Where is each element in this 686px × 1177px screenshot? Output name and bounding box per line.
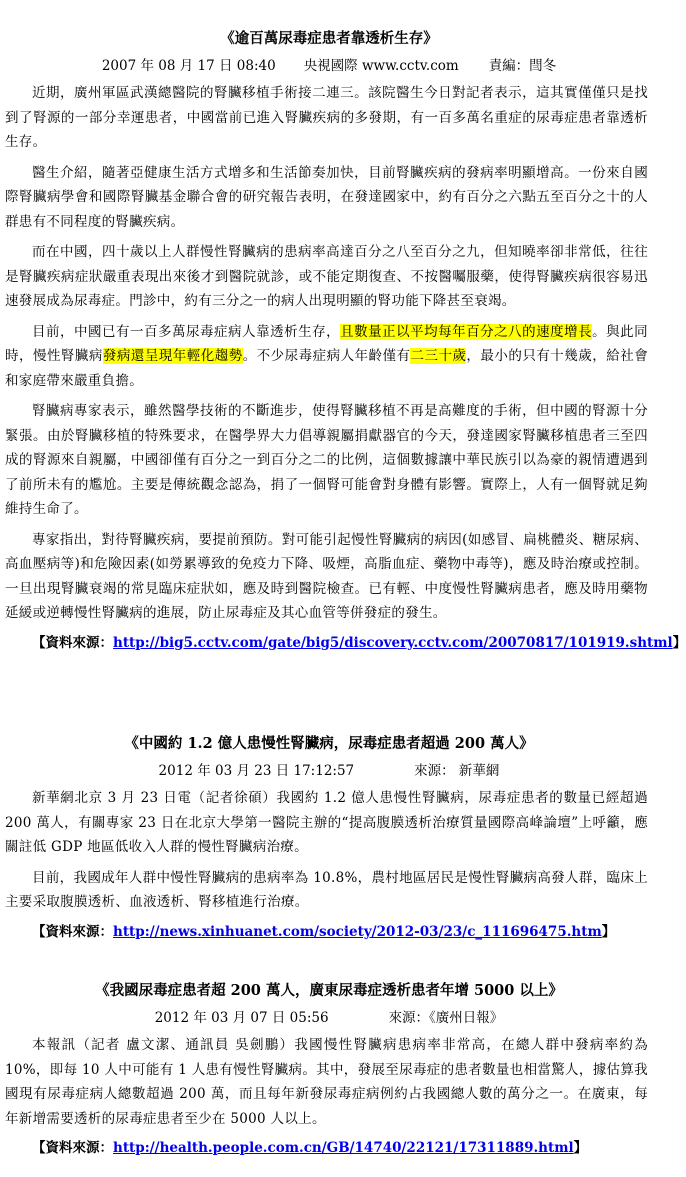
article-date: 2007 年 08 月 17 日 08:40 — [101, 58, 276, 74]
paragraph — [5, 240, 648, 314]
article-body — [5, 786, 648, 915]
article-body — [5, 1033, 648, 1131]
article-meta — [0, 1007, 658, 1029]
source-line — [0, 632, 686, 654]
article-meta — [0, 760, 658, 782]
paragraph-text: 而在中國，四十歲以上人群慢性腎臟病的患病率高達百分之八至百分之九，但知曉率卻非常低，往往是腎臟疾病症狀嚴重表現出來後才到醫院就診，或不能定期復查、不按醫囑服藥，使得腎臟疾病很容易迅速發展成為尿毒症。門診中，約有三分之一的病人出現明顯的腎功能下降甚至衰竭。 — [5, 244, 648, 309]
paragraph-text: 。不少尿毒症病人年齡僅有 — [242, 348, 411, 364]
paragraph-text: 近期，廣州軍區武漢總醫院的腎臟移植手術接二連三。該院醫生今日對記者表示，這其實僅僅只是找到了腎源的一部分幸運患者，中國當前已進入腎臟疾病的多發期，有一百多萬名重症的尿毒症患者靠透析生存。 — [5, 85, 648, 150]
paragraph — [5, 81, 648, 155]
article-body — [5, 81, 648, 626]
paragraph-text: ，最小的只有十幾歲，給社會和家庭帶來嚴重負擔。 — [5, 348, 649, 389]
article-3 — [0, 980, 658, 1159]
paragraph — [5, 866, 648, 915]
source-close: 】 — [601, 923, 616, 940]
source-label: 【資料來源： — [32, 923, 113, 940]
paragraph — [5, 399, 648, 522]
article-meta — [0, 55, 658, 77]
highlighted-text: 且數量正以平均每年百分之八的速度增長 — [340, 323, 593, 340]
paragraph-text: 專家指出，對待腎臟疾病，要提前預防。對可能引起慢性腎臟病的病因(如感冒、扁桃體炎、糖尿病、高血壓病等)和危險因素(如勞累導致的免疫力下降、吸煙，高脂血症、藥物中毒等)，應及時治療或控制。一旦出現腎臟衰竭的常見臨床症狀如，應及時到醫院檢查。已有輕、中度慢性腎臟病患者，應及時用藥物延緩或逆轉慢性腎臟病的進展，防止尿毒症及其心血管等併發症的發生。 — [5, 531, 648, 621]
paragraph-text: 。與此同時，慢性腎臟病 — [5, 323, 648, 364]
paragraph-text: 醫生介紹，隨著亞健康生活方式增多和生活節奏加快，目前腎臟疾病的發病率明顯增高。一份來自國際腎臟病學會和國際腎臟基金聯合會的研究報告表明，在發達國家中，約有百分之六點五至百分之十的人群患有不同程度的腎臟疾病。 — [5, 164, 648, 230]
paragraph — [5, 528, 648, 626]
source-close: 】 — [672, 634, 686, 651]
source-link[interactable]: http://big5.cctv.com/gate/big5/discovery.cctv.com/20070817/101919.shtml — [113, 634, 673, 651]
paragraph — [5, 786, 648, 860]
article-outlet: 來源：《廣州日報》 — [388, 1010, 504, 1026]
source-close: 】 — [573, 1140, 588, 1156]
source-link[interactable]: http://news.xinhuanet.com/society/2012-03/23/c_111696475.htm — [113, 923, 602, 940]
article-outlet: 央視國際 www.cctv.com — [303, 58, 459, 74]
article-editor: 責編：閆冬 — [488, 58, 557, 74]
article-title: 《逾百萬尿毒症患者靠透析生存》 — [220, 30, 438, 47]
source-label: 【資料來源： — [32, 1140, 113, 1156]
paragraph — [5, 320, 648, 394]
article-date: 2012 年 03 月 23 日 17:12:57 — [158, 763, 355, 779]
paragraph-text: 新華網北京 3 月 23 日電（記者徐碩）我國約 1.2 億人患慢性腎臟病，尿毒症患者的數量已經超過 200 萬人，有關專家 23 日在北京大學第一醫院主辦的“提高腹膜透析治療質量國際高峰論壇”上呼籲，應關註低 GDP 地區低收入人群的慢性腎臟病治療。 — [5, 790, 648, 855]
paragraph-text: 目前，中國已有一百多萬尿毒症病人靠透析生存， — [32, 323, 341, 340]
paragraph-text: 本報訊（記者 盧文潔、通訊員 吳劍鵬）我國慢性腎臟病患病率非常高，在總人群中發病率約為 10%，即每 10 人中可能有 1 人患有慢性腎臟病。其中，發展至尿毒症的患者數量也相當驚人，據估算我國現有尿毒症病人總數超過 200 萬，而且每年新發尿毒症病例約占我國總人數的萬分之一。在廣東，每年新增需要透析的尿毒症患者至少在 5000 人以上。 — [5, 1037, 648, 1127]
highlighted-text: 二三十歲 — [410, 348, 467, 364]
article-2 — [0, 733, 658, 943]
article-title: 《中國約 1.2 億人患慢性腎臟病，尿毒症患者超過 200 萬人》 — [124, 735, 534, 752]
source-label: 【資料來源： — [32, 634, 113, 651]
paragraph — [5, 161, 648, 235]
paragraph-text: 目前，我國成年人群中慢性腎臟病的患病率為 10.8%，農村地區居民是慢性腎臟病高發人群，臨床上主要采取腹膜透析、血液透析、腎移植進行治療。 — [5, 869, 648, 910]
source-line — [0, 1137, 658, 1159]
paragraph-text: 腎臟病專家表示，雖然醫學技術的不斷進步，使得腎臟移植不再是高難度的手術，但中國的腎源十分緊張。由於腎臟移植的特殊要求，在醫學界大力倡導親屬捐獻器官的今天，發達國家腎臟移植患者三至四成的腎源來自親屬，中國卻僅有百分之一到百分之二的比例，這個數據讓中華民族引以為豪的親情遭遇到了前所未有的尷尬。主要是傳統觀念認為，捐了一個腎可能會對身體有影響。實際上，人有一個腎就足夠維持生命了。 — [5, 403, 648, 517]
article-date: 2012 年 03 月 07 日 05:56 — [154, 1010, 329, 1026]
paragraph — [5, 1033, 648, 1131]
article-1 — [0, 28, 686, 654]
source-link[interactable]: http://health.people.com.cn/GB/14740/22121/17311889.html — [113, 1140, 574, 1156]
article-outlet: 來源： 新華網 — [414, 763, 500, 779]
article-title: 《我國尿毒症患者超 200 萬人，廣東尿毒症透析患者年增 5000 以上》 — [95, 982, 563, 999]
source-line — [0, 921, 658, 943]
highlighted-text: 發病還呈現年輕化趨勢 — [102, 348, 243, 364]
